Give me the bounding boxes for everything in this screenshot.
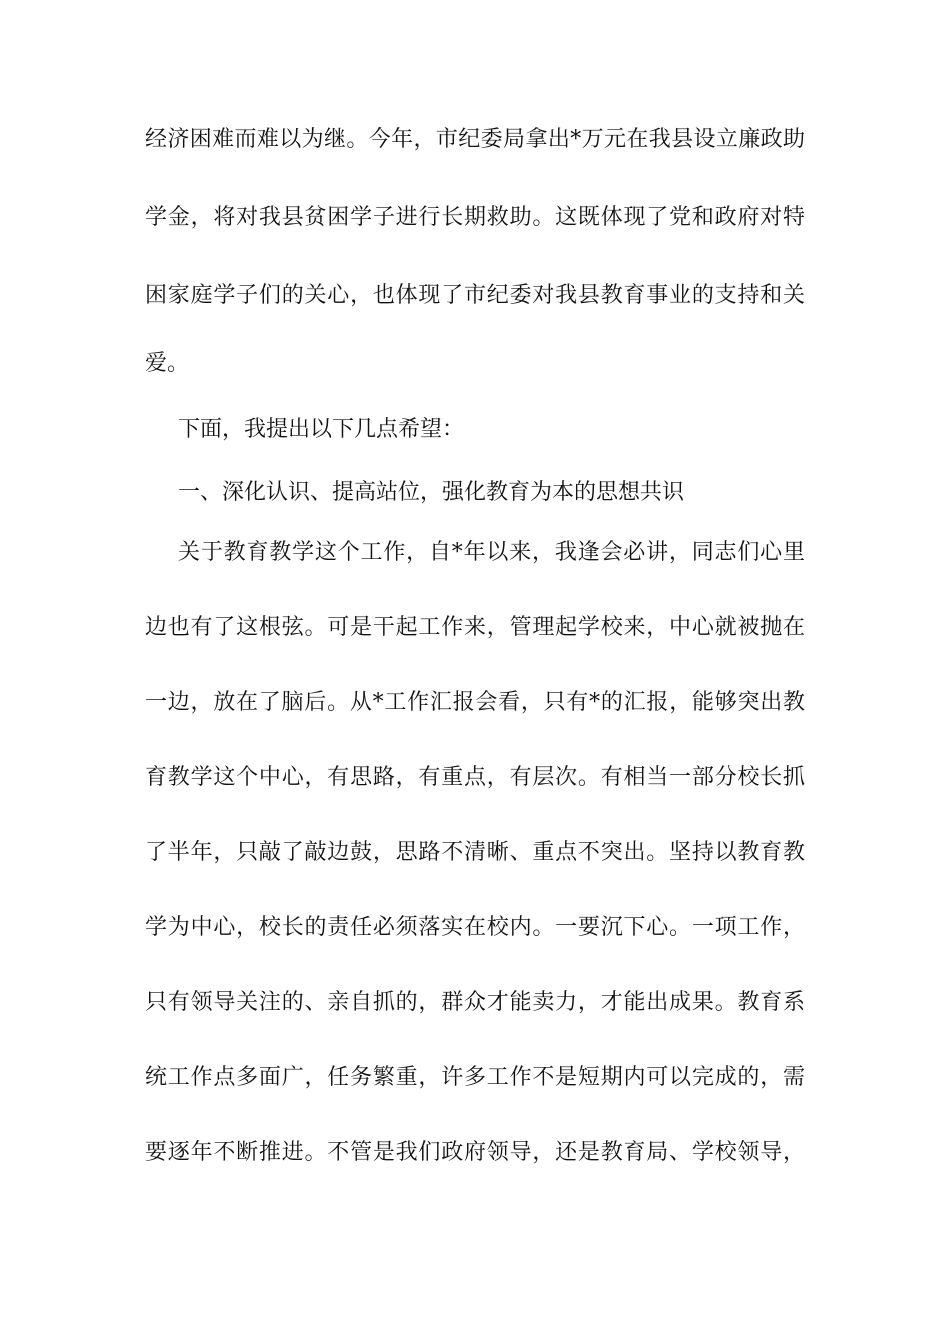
paragraph-line: 经济困难而难以为继。今年，市纪委局拿出*万元在我县设立廉政助 — [145, 127, 805, 152]
paragraph-line: 爱。 — [145, 351, 190, 376]
paragraph-line: 学为中心，校长的责任必须落实在校内。一要沉下心。一项工作， — [145, 915, 805, 940]
section-heading: 一、深化认识、提高站位，强化教育为本的思想共识 — [178, 480, 685, 505]
paragraph-line: 边也有了这根弦。可是干起工作来，管理起学校来，中心就被抛在 — [145, 615, 805, 640]
paragraph-line: 了半年，只敲了敲边鼓，思路不清晰、重点不突出。坚持以教育教 — [145, 840, 805, 865]
paragraph-line: 关于教育教学这个工作，自*年以来，我逢会必讲，同志们心里 — [178, 540, 805, 565]
paragraph-line: 只有领导关注的、亲自抓的，群众才能卖力，才能出成果。教育系 — [145, 990, 805, 1015]
paragraph-line: 育教学这个中心，有思路，有重点，有层次。有相当一部分校长抓 — [145, 765, 805, 790]
paragraph-line: 统工作点多面广，任务繁重，许多工作不是短期内可以完成的，需 — [145, 1065, 805, 1090]
paragraph-line: 困家庭学子们的关心，也体现了市纪委对我县教育事业的支持和关 — [145, 283, 805, 308]
paragraph-line: 学金，将对我县贫困学子进行长期救助。这既体现了党和政府对特 — [145, 205, 805, 230]
paragraph-intro: 下面，我提出以下几点希望： — [178, 417, 465, 442]
paragraph-line: 一边，放在了脑后。从*工作汇报会看，只有*的汇报，能够突出教 — [145, 690, 805, 715]
paragraph-line: 要逐年不断推进。不管是我们政府领导，还是教育局、学校领导， — [145, 1140, 805, 1165]
